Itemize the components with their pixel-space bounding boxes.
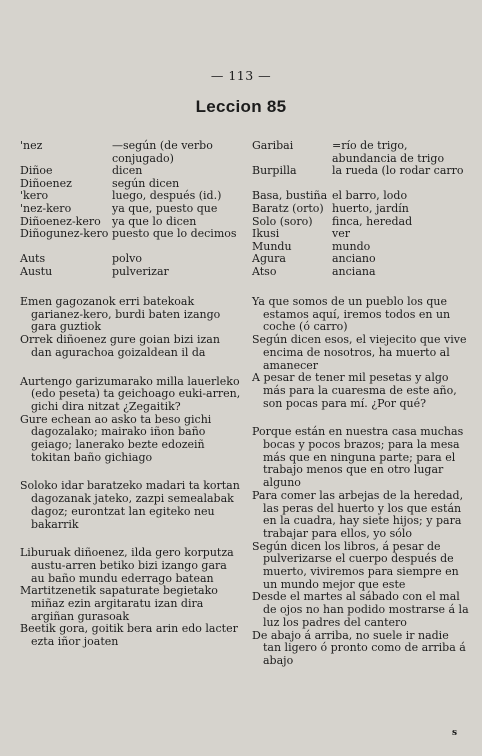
vocab-gloss: finca, heredad [332,214,413,228]
vocab-list-basque-right [252,140,470,279]
vocab-term: 'nez [20,139,43,152]
vocab-term: Austu [20,264,53,278]
vocab-gloss: pulverizar [112,264,169,278]
vocab-gloss: ver [332,227,350,241]
vocab-term: 'kero [20,189,49,203]
footer-mark: s [452,728,458,738]
vocab-row [252,266,470,279]
vocab-gloss: anciana [332,264,376,278]
lesson-title: Leccion 85 [195,97,287,116]
spanish-sentence: Desde el martes al sábado con el mal de ojos no han podido mostrarse á la luz los padres del cantero [252,590,469,629]
vocab-row [252,140,470,165]
vocab-gloss: anciano [332,252,376,266]
spanish-sentence: De abajo á arriba, no suele ir nadie tan ligero ó pronto como de arriba á abajo [252,628,466,667]
vocab-gloss: la rueda (lo rodar carro [332,164,464,178]
vocab-row [20,140,240,165]
basque-sentence: Beetik gora, goitik bera arin edo lacter ezta iñor joaten [20,622,238,649]
vocab-list-basque [20,140,240,279]
basque-sentence: Orrek diñoenez gure goian bizi izan dan agurachoa goizaldean il da [20,333,220,359]
basque-sentences [20,296,242,649]
basque-sentence: Soloko idar baratzeko madari ta kortan dagozanak jateko, zazpi semealabak dagoz; eurontzat lan egiteko neu bakarrik [20,479,240,531]
vocab-term: Burpilla [252,164,297,178]
spanish-sentence: Porque están en nuestra casa muchas bocas y pocos brazos; para la mesa más que en ninguna parte; para el trabajo menos que en otro lugar alguno [252,425,464,490]
vocab-term: Garibai [252,139,294,152]
vocab-row [252,228,470,241]
vocab-gloss: mundo [332,239,371,253]
vocab-term: Diñoenez [20,176,72,190]
vocab-row [20,266,240,279]
vocab-gloss: huerto, jardín [332,201,409,215]
basque-sentence: Martitzenetik sapaturate begietako miñaz ezin argitaratu izan dira argiñan gurasoak [20,584,218,623]
vocab-row [20,165,240,178]
basque-sentence: Aurtengo garizumarako milla lauerleko (edo peseta) ta geichoago euki-arren, gichi dira nitzat ¿Zegaitik? [20,374,241,413]
vocab-term: Basa, bustiña [252,189,328,203]
vocab-gloss: puesto que lo decimos [112,227,237,241]
vocab-row [20,228,240,253]
vocab-term: Diñoe [20,164,53,178]
vocab-term: Baratz (orto) [252,201,324,215]
vocab-gloss: el barro, lodo [332,189,408,203]
vocab-term: Agura [252,252,286,266]
vocab-gloss: ya que, puesto que [112,201,218,215]
vocab-gloss: =río de trigo, abundancia de trigo [332,139,445,165]
vocab-term: Auts [20,252,46,266]
vocab-row [252,216,470,229]
vocab-row [252,203,470,216]
vocab-gloss: luego, después (id.) [112,189,222,203]
vocab-gloss: ya que lo dicen [112,214,197,228]
basque-sentence: Emen gagozanok erri batekoak garianez-kero, burdi baten izango gara guztiok [20,295,221,334]
basque-sentence: Gure echean ao asko ta beso gichi dagozalako; mairako iñon baño geiago; lanerako bezte edozeiñ tokitan baño gichiago [20,412,212,464]
vocab-term: Atso [252,264,277,278]
spanish-sentence: Según dicen esos, el viejecito que vive encima de nosotros, ha muerto al amanecer [252,333,467,372]
vocab-gloss: —según (de verbo conjugado) [112,139,213,165]
spanish-sentence: Para comer las arbejas de la heredad, las peras del huerto y los que están en la cuadra, hay siete hijos; y para trabajar para ellos, yo sólo [252,488,464,540]
basque-sentence: Liburuak diñoenez, ilda gero korputza austu-arren betiko bizi izango gara au baño mundu ederrago batean [20,546,234,585]
vocab-row [20,203,240,216]
vocab-term: Solo (soro) [252,214,313,228]
page-number: — 113 — [210,68,272,83]
vocab-gloss: polvo [112,252,143,266]
vocab-row [252,165,470,190]
spanish-sentence: A pesar de tener mil pesetas y algo más para la cuaresma de este año, son pocas para mí. ¿Por qué? [252,371,457,410]
vocab-term: Mundu [252,239,292,253]
vocab-term: Ikusi [252,227,280,241]
vocab-term: 'nez-kero [20,201,72,215]
spanish-translations [252,296,470,668]
vocab-term: Diñogunez-kero [20,227,109,241]
vocab-gloss: dicen [112,164,143,178]
vocab-term: Diñoenez-kero [20,214,101,228]
spanish-sentence: Según dicen los libros, á pesar de pulverizarse el cuerpo después de muerto, viviremos para siempre en un mundo mejor que este [252,539,459,591]
vocab-gloss: según dicen [112,176,180,190]
spanish-sentence: Ya que somos de un pueblo los que estamos aquí, iremos todos en un coche (ó carro) [252,295,451,334]
